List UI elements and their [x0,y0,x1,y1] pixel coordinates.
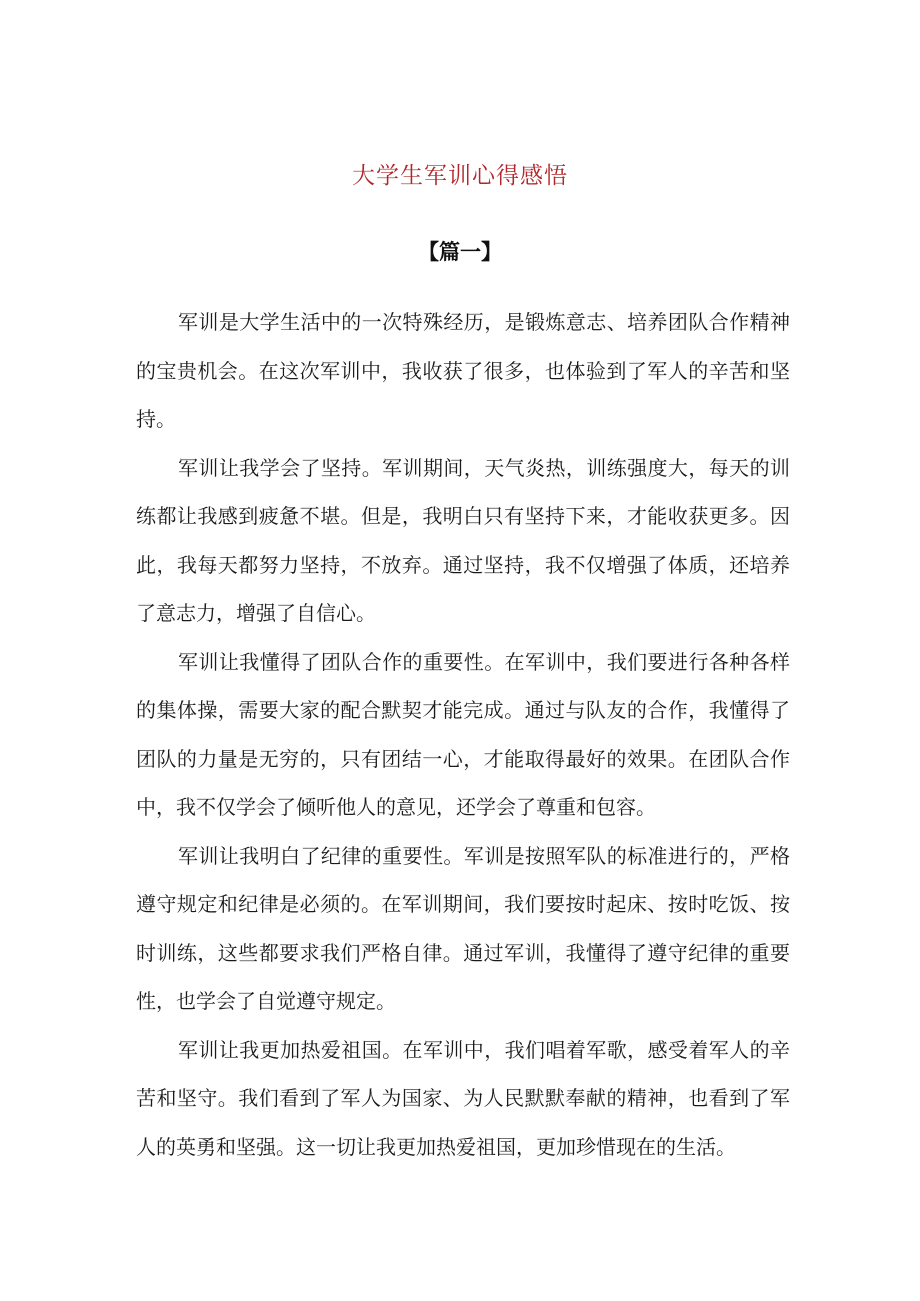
document-title: 大学生军训心得感悟 [352,163,568,189]
paragraph-1: 军训是大学生活中的一次特殊经历，是锻炼意志、培养团队合作精神的宝贵机会。在这次军训中，我收获了很多，也体验到了军人的辛苦和坚持。 [136,310,790,431]
document-body [136,298,790,1171]
paragraph-3: 军训让我懂得了团队合作的重要性。在军训中，我们要进行各种各样的集体操，需要大家的配合默契才能完成。通过与队友的合作，我懂得了团队的力量是无穷的，只有团结一心，才能取得最好的效果。在团队合作中，我不仅学会了倾听他人的意见，还学会了尊重和包容。 [136,649,790,819]
paragraph-2: 军训让我学会了坚持。军训期间，天气炎热，训练强度大，每天的训练都让我感到疲惫不堪。但是，我明白只有坚持下来，才能收获更多。因此，我每天都努力坚持，不放弃。通过坚持，我不仅增强了体质，还培养了意志力，增强了自信心。 [136,455,790,625]
section-heading: 【篇一】 [418,239,502,264]
paragraph-5: 军训让我更加热爱祖国。在军训中，我们唱着军歌，感受着军人的辛苦和坚守。我们看到了军人为国家、为人民默默奉献的精神，也看到了军人的英勇和坚强。这一切让我更加热爱祖国，更加珍惜现在的生活。 [136,1037,790,1159]
paragraph-4: 军训让我明白了纪律的重要性。军训是按照军队的标准进行的，严格遵守规定和纪律是必须的。在军训期间，我们要按时起床、按时吃饭、按时训练，这些都要求我们严格自律。通过军训，我懂得了遵守纪律的重要性，也学会了自觉遵守规定。 [136,843,790,1013]
